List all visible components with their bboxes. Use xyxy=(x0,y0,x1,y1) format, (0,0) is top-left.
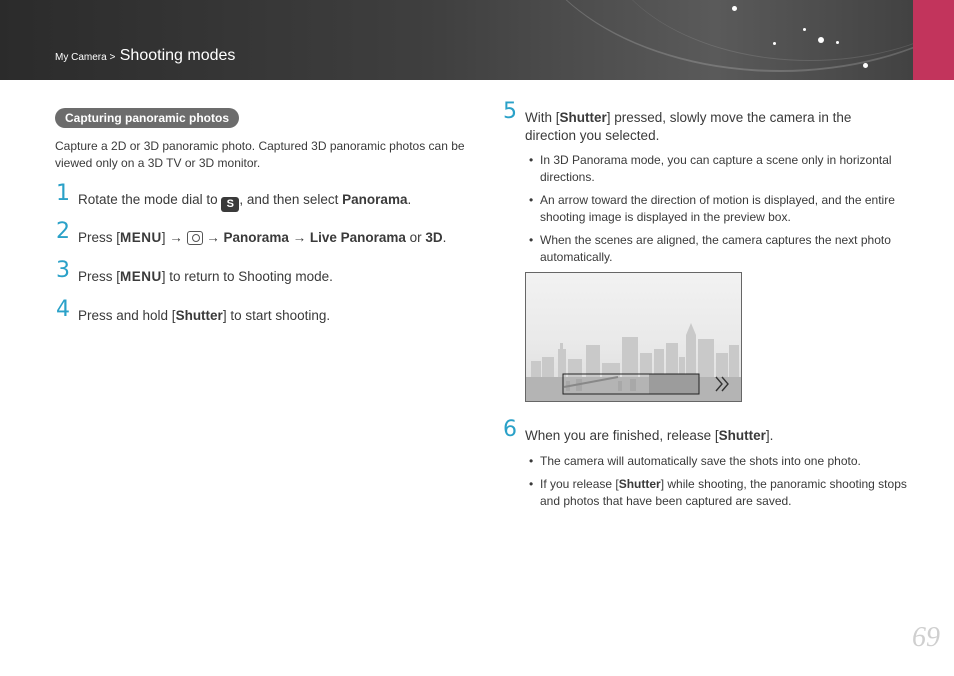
section-intro: Capture a 2D or 3D panoramic photo. Captured 3D panoramic photos can be viewed only on a 3D TV or 3D monitor. xyxy=(55,139,465,170)
menu-button-label: MENU xyxy=(120,230,162,245)
step-3: 3 Press [MENU] to return to Shooting mode. xyxy=(56,258,333,284)
step-1: 1 Rotate the mode dial to S , and then select Panorama. xyxy=(56,181,412,210)
section-title: Capturing panoramic photos xyxy=(55,108,239,128)
breadcrumb-parent[interactable]: My Camera > xyxy=(55,52,116,63)
sparkle-icon xyxy=(818,37,824,43)
breadcrumb-current: Shooting modes xyxy=(119,47,236,64)
menu-button-label: MENU xyxy=(120,269,162,284)
step-number: 4 xyxy=(56,297,70,322)
camera-icon xyxy=(187,231,203,245)
sparkle-icon xyxy=(732,6,737,11)
step-number: 3 xyxy=(56,258,70,283)
page-number: 69 xyxy=(912,622,940,653)
step-number: 2 xyxy=(56,219,70,244)
sparkle-icon xyxy=(803,28,806,31)
panorama-preview-image xyxy=(525,272,742,402)
breadcrumb xyxy=(55,47,235,65)
step-number: 6 xyxy=(503,417,517,442)
sparkle-icon xyxy=(773,42,776,45)
sparkle-icon xyxy=(836,41,839,44)
page-header xyxy=(0,0,954,80)
list-item: • When the scenes are aligned, the camera captures the next photo automatically. xyxy=(527,232,917,266)
city-skyline-illustration xyxy=(526,273,742,402)
list-item: • If you release [Shutter] while shooting, the panoramic shooting stops and photos that have been captured are saved. xyxy=(527,476,917,510)
step-5-notes xyxy=(527,152,917,272)
sparkle-icon xyxy=(863,63,868,68)
step-4: 4 Press and hold [Shutter] to start shooting. xyxy=(56,297,331,323)
list-item: • In 3D Panorama mode, you can capture a scene only in horizontal directions. xyxy=(527,152,917,186)
step-2: 2 Press [MENU] → → Panorama → Live Panorama or 3D. xyxy=(56,219,447,245)
step-5: 5 With [Shutter] pressed, slowly move the camera in the direction you selected. xyxy=(503,99,852,143)
list-item: • An arrow toward the direction of motion is displayed, and the entire shooting image is displayed in the preview box. xyxy=(527,192,917,226)
list-item: • The camera will automatically save the shots into one photo. xyxy=(527,453,917,470)
step-number: 5 xyxy=(503,99,517,124)
step-6: 6 When you are finished, release [Shutter]. xyxy=(503,417,774,443)
s-mode-icon: S xyxy=(221,197,239,212)
chapter-tab xyxy=(913,0,954,80)
step-number: 1 xyxy=(56,181,70,206)
step-6-notes xyxy=(527,453,917,516)
